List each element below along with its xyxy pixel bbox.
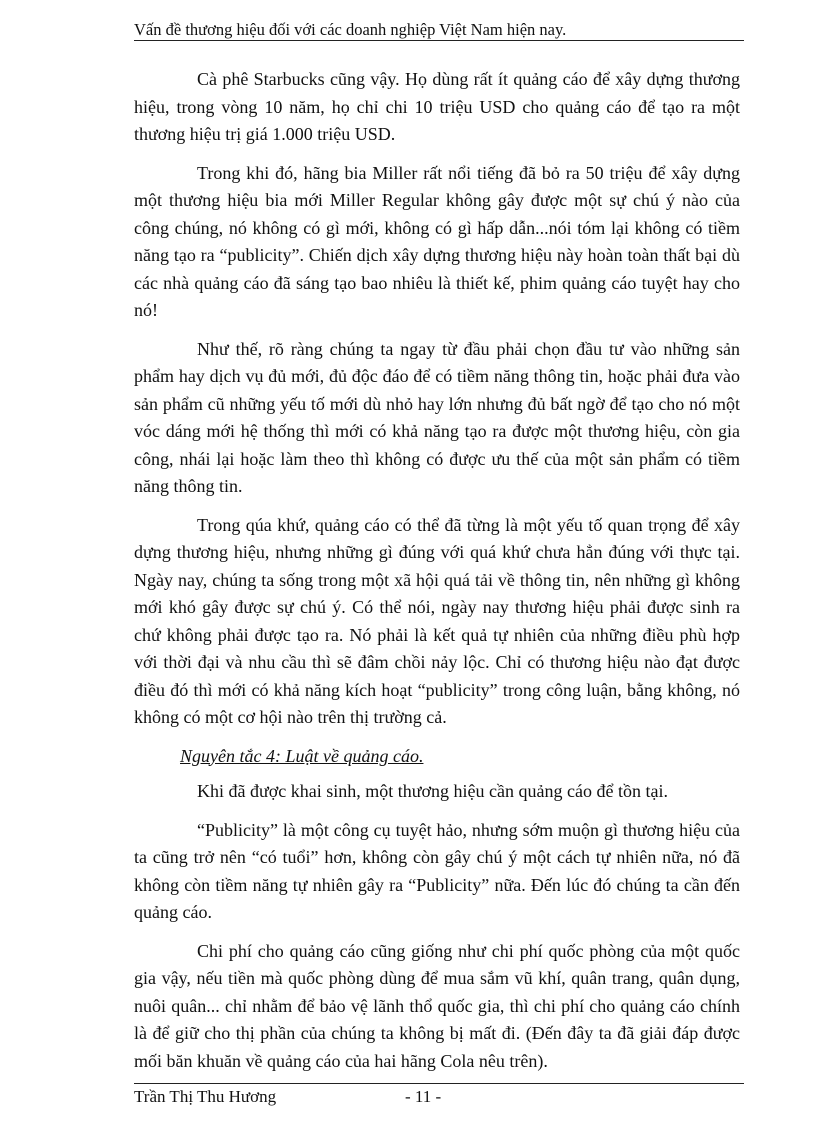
footer-divider bbox=[134, 1083, 744, 1084]
document-body bbox=[134, 66, 740, 1086]
page-header bbox=[134, 20, 744, 41]
paragraph: Như thế, rõ ràng chúng ta ngay từ đầu phải chọn đầu tư vào những sản phẩm hay dịch vụ đủ mới, đủ độc đáo để có tiềm năng thông tin, hoặc phải đưa vào sản phẩm cũ những yếu tố mới dù nhỏ hay lớn nhưng đủ bất ngờ để tạo cho nó một vóc dáng mới hệ thống thì mới có khả năng tạo ra được một thương hiệu, còn gia công, nhái lại hoặc làm theo thì không có được ưu thế của một sản phẩm có tiềm năng thông tin. bbox=[134, 338, 740, 496]
paragraph: Trong khi đó, hãng bia Miller rất nổi tiếng đã bỏ ra 50 triệu để xây dựng một thương hiệu bia mới Miller Regular không gây được một sự chú ý nào của công chúng, nó không có gì mới, không có gì hấp dẫn...nói tóm lại không có tiềm năng tạo ra “publicity”. Chiến dịch xây dựng thương hiệu này hoàn toàn thất bại dù các nhà quảng cáo đã sáng tạo bao nhiêu là thiết kế, phim quảng cáo tuyệt hay cho nó! bbox=[134, 162, 740, 320]
page-number: - 11 - bbox=[405, 1087, 442, 1106]
paragraph: “Publicity” là một công cụ tuyệt hảo, nhưng sớm muộn gì thương hiệu của ta cũng trở nên “có tuổi” hơn, không còn gây chú ý một cách tự nhiên nữa, nó đã không còn tiềm năng tự nhiên gây ra “Publicity” nữa. Đến lúc đó chúng ta cần đến quảng cáo. bbox=[134, 819, 740, 922]
paragraph: Khi đã được khai sinh, một thương hiệu cần quảng cáo để tồn tại. bbox=[197, 781, 668, 801]
document-title: Vấn đề thương hiệu đối với các doanh nghiệp Việt Nam hiện nay. bbox=[134, 20, 567, 39]
section-heading: Nguyên tắc 4: Luật về quảng cáo. bbox=[180, 745, 424, 766]
paragraph: Cà phê Starbucks cũng vậy. Họ dùng rất ít quảng cáo để xây dựng thương hiệu, trong vòng 10 năm, họ chỉ chi 10 triệu USD cho quảng cáo để tạo ra một thương hiệu trị giá 1.000 triệu USD. bbox=[134, 69, 740, 144]
footer-author: Trần Thị Thu Hương bbox=[134, 1087, 277, 1106]
paragraph: Chi phí cho quảng cáo cũng giống như chi phí quốc phòng của một quốc gia vậy, nếu tiền mà quốc phòng dùng để mua sắm vũ khí, quân trang, quân dụng, nuôi quân... chỉ nhằm để bảo vệ lãnh thổ quốc gia, thì chi phí cho quảng cáo chính là để giữ cho thị phần của chúng ta không bị mất đi. (Đến đây ta đã giải đáp được mối băn khuăn về quảng cáo của hai hãng Cola nêu trên). bbox=[134, 940, 740, 1071]
paragraph: Trong qúa khứ, quảng cáo có thể đã từng là một yếu tố quan trọng để xây dựng thương hiệu, nhưng những gì đúng với quá khứ chưa hẳn đúng với thực tại. Ngày nay, chúng ta sống trong một xã hội quá tải về thông tin, nên những gì không mới khó gây được sự chú ý. Có thể nói, ngày nay thương hiệu phải được sinh ra chứ không phải được tạo ra. Nó phải là kết quả tự nhiên của những điều phù hợp với thời đại và nhu cầu thì sẽ đâm chồi nảy lộc. Chỉ có thương hiệu nào đạt được điều đó thì mới có khả năng kích hoạt “publicity” trong công luận, bằng không, nó không có một cơ hội nào trên thị trường cả. bbox=[134, 514, 740, 727]
